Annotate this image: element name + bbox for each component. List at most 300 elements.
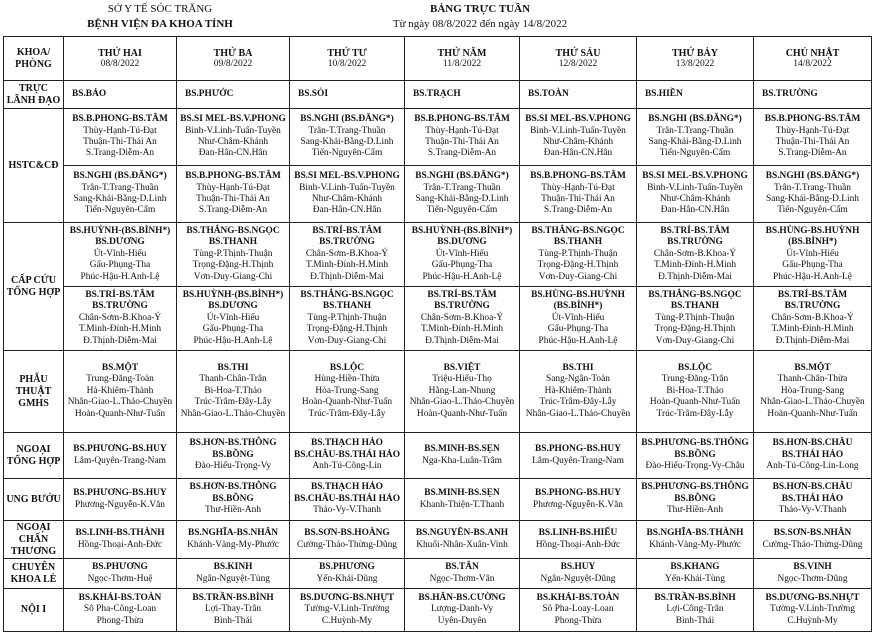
staff-names: Út-Vĩnh-Hiếu <box>435 248 489 259</box>
staff-names: Uyên-Duyên <box>437 615 487 626</box>
duty-cell <box>290 559 405 589</box>
doctor-names: (BS.BÌNH*) <box>553 301 603 312</box>
doctor-names: BS.THẮNG-BS.NGỌC <box>186 225 280 236</box>
doctor-names: BS.KINH <box>213 562 253 573</box>
day-header <box>637 37 754 81</box>
staff-names: Đan-Hân-CN.Hân <box>660 205 730 216</box>
duty-cell <box>290 81 405 109</box>
staff-names: Phúc-Hậu-H.Anh-Lệ <box>193 335 273 346</box>
staff-names: Tiến-Nguyên-Cẩm <box>311 148 383 159</box>
doctor-names: BS.DƯƠNG <box>95 237 145 248</box>
staff-names: Đ.Thịnh-Diễm-Mai <box>658 271 732 282</box>
duty-cell <box>64 479 177 521</box>
day-name: THỨ BA <box>213 47 253 59</box>
staff-names: Chân-Sơm-B.Khoa-Ý <box>420 312 504 323</box>
doctor-names: BS.TRƯỜNG <box>319 237 375 248</box>
duty-cell <box>64 166 177 223</box>
duty-cell <box>520 287 637 351</box>
staff-names: Sang-Khải-Bằng-D.Linh <box>766 194 859 204</box>
doctor-names: BS.CHÂU-BS.THÁI HẢO <box>293 493 400 504</box>
department-cell <box>4 479 64 521</box>
staff-names: Gấu-Phụng-Tha <box>782 260 843 271</box>
staff-names: Ngân-Nguyệt-Dũng <box>540 573 616 584</box>
department-name: CHẤN <box>18 533 49 545</box>
table-row <box>4 287 872 351</box>
doctor-names: BS.TRẦN-BS.BÌNH <box>192 592 274 603</box>
day-name: THỨ NĂM <box>437 47 487 59</box>
table-row <box>4 351 872 433</box>
staff-names: Đ.Thịnh-Diễm-Mai <box>775 335 850 346</box>
duty-cell <box>405 479 520 521</box>
day-header <box>290 37 405 81</box>
staff-names: Lâm-Quyên-Trang-Nam <box>532 455 624 466</box>
doctor-names: BS.CHÂU-BS.THÁI HẢO <box>293 449 400 460</box>
duty-cell <box>637 433 754 479</box>
day-date: 12/8/2022 <box>558 58 598 69</box>
doctor-names: BS.KHANG <box>670 562 720 573</box>
duty-cell <box>754 351 872 433</box>
department-name: HSTC&CĐ <box>8 159 59 171</box>
staff-names: Chân-Sơm-B.Khoa-Ý <box>78 312 162 323</box>
doctor-names: BS.NGHI (BS.ĐĂNG*) <box>73 171 167 182</box>
duty-cell <box>520 109 637 166</box>
staff-names: Vơn-Duy-Giang-Chi <box>193 271 273 282</box>
duty-cell <box>290 589 405 632</box>
duty-cell <box>64 559 177 589</box>
staff-names: Phúc-Hậu-H.Anh-Lệ <box>773 271 852 282</box>
staff-names: Thảo-Vy-V.Thanh <box>313 505 381 516</box>
staff-names: Khánh-Vàng-My-Phước <box>649 539 741 550</box>
doctor-names: BS.B.PHONG-BS.TÂM <box>764 114 861 125</box>
duty-cell <box>64 109 177 166</box>
staff-names: Phương-Nguyễn-K.Văn <box>75 499 165 510</box>
doctor-names: BS.DƯƠNG <box>208 301 258 312</box>
doctor-names: BS.KHẢI-BS.TOÀN <box>536 592 620 603</box>
staff-names: Chân-Sơm-B.Khoa-Ý <box>771 312 854 323</box>
day-header <box>520 37 637 81</box>
duty-cell <box>290 223 405 287</box>
corner-cell <box>4 37 64 81</box>
staff-names: Gấu-Phụng-Tha <box>431 260 493 271</box>
staff-names: S.Trang-Diễm-An <box>778 148 847 159</box>
department-cell <box>4 109 64 223</box>
doctor-names: BS.MINH-BS.SẸN <box>424 488 500 499</box>
duty-cell <box>520 351 637 433</box>
table-row <box>4 81 872 109</box>
duty-cell <box>177 559 290 589</box>
staff-names: Bình-V.Linh-Tuấn-Tuyền <box>185 125 281 136</box>
staff-names: Phúc-Hậu-H.Anh-Lệ <box>422 271 502 282</box>
duty-cell <box>637 166 754 223</box>
duty-cell <box>520 81 637 109</box>
staff-names: Ngọc-Thơm-Huệ <box>87 573 153 584</box>
doctor-names: BS.SỎI <box>298 88 328 99</box>
doctor-names: BS.TRƯỜNG <box>667 237 723 248</box>
staff-names: Đ.Thịnh-Diễm-Mai <box>425 335 499 346</box>
table-row <box>4 479 872 521</box>
staff-names: Sang-Ngân-Toàn <box>546 374 610 385</box>
title-block <box>360 2 600 32</box>
staff-names: Thùy-Hạnh-Tú-Đạt <box>83 125 157 136</box>
staff-names: Tiến-Nguyên-Cẩm <box>426 205 498 216</box>
staff-names: Hòa-Trung-Sang <box>315 385 379 396</box>
doctor-names: BS.SI MEL-BS.V.PHONG <box>180 114 286 125</box>
doctor-names: BS.TRƯỜNG <box>92 301 148 312</box>
doctor-names: BS.MỘT <box>794 362 831 373</box>
doctor-names: BS.TRẦN-BS.BÌNH <box>654 592 736 603</box>
staff-names: Hằng-Lan-Nhung <box>428 385 496 396</box>
duty-cell <box>520 589 637 632</box>
department-cell <box>4 589 64 632</box>
staff-names: Hoàn-Quanh-Như-Tuấn <box>416 408 508 419</box>
day-header <box>177 37 290 81</box>
staff-names: Phong-Thừa <box>96 615 144 626</box>
doctor-names: BS.NGHĨA-BS.THÀNH <box>646 528 744 539</box>
staff-names: Cường-Thảo-Thừng-Dũng <box>762 539 863 550</box>
duty-cell <box>405 559 520 589</box>
staff-names: Bình-V.Linh-Tuấn-Tuyền <box>647 182 743 193</box>
duty-cell <box>637 589 754 632</box>
duty-cell <box>177 166 290 223</box>
staff-names: Đ.Thịnh-Diễm-Mai <box>83 335 157 346</box>
doctor-names: BS.HUỲNH-(BS.BÌNH*) <box>411 225 513 236</box>
duty-cell <box>637 521 754 559</box>
staff-names: Anh-Tú-Công-Lin-Long <box>766 461 859 472</box>
staff-names: Chân-Sơm-B.Khoa-Ý <box>653 248 737 259</box>
staff-names: Út-Vĩnh-Hiếu <box>551 312 605 323</box>
staff-names: Vơn-Duy-Giang-Chi <box>538 271 618 282</box>
doctor-names: BS.PHƯƠNG-BS.HUY <box>73 488 167 499</box>
department-name: GMHS <box>18 397 49 409</box>
doctor-names: BS.THANH <box>322 301 372 312</box>
duty-cell <box>290 287 405 351</box>
duty-cell <box>290 521 405 559</box>
doctor-names: BS.NGHĨA-BS.NHÂN <box>187 528 279 539</box>
duty-cell <box>64 589 177 632</box>
corner-label: PHÒNG <box>15 58 52 70</box>
staff-names: Chân-Sơm-B.Khoa-Ý <box>305 248 389 259</box>
doctor-names: BS.HUỲNH-(BS.BÌNH*) <box>182 289 284 300</box>
staff-names: Lâm-Quyên-Trang-Nam <box>74 455 166 466</box>
staff-names: C.Huỳnh-My <box>787 615 838 626</box>
doctor-names: BS.HƠN-BS.THÔNG <box>189 482 277 493</box>
doctor-names: BS.THÁI HẢO <box>781 449 844 460</box>
doctor-names: BS.THANH <box>553 237 603 248</box>
doctor-names: BS.TRÍ-BS.TÂM <box>85 289 155 300</box>
staff-names: Khánh-Vàng-My-Phước <box>187 539 279 550</box>
doctor-names: BS.NGHI (BS.ĐĂNG*) <box>415 171 509 182</box>
staff-names: Sang-Khải-Bằng-D.Linh <box>300 137 394 147</box>
duty-cell <box>177 351 290 433</box>
doctor-names: BS.PHƯƠNG-BS.HUY <box>73 444 167 455</box>
staff-names: Hồng-Thoại-Anh-Đức <box>535 539 621 550</box>
doctor-names: BS.HÙNG-BS.HUỲNH <box>531 289 625 300</box>
department-name: UNG BƯỚU <box>6 493 61 505</box>
staff-names: Hoàn-Quanh-Như-Tuấn <box>74 408 166 419</box>
doctor-names: BS.NGUYÊN-BS.ANH <box>415 528 509 539</box>
staff-names: Tùng-P.Thịnh-Thuận <box>538 248 618 259</box>
day-name: CHỦ NHẬT <box>785 47 840 59</box>
staff-names: Như-Châm-Khánh <box>197 137 269 147</box>
staff-names: Phong-Thừa <box>554 615 602 626</box>
staff-names: Sô Pha-Loay-Loan <box>542 604 614 615</box>
doctor-names: BS.B.PHONG-BS.TÂM <box>414 114 510 125</box>
staff-names: Trân-T.Trang-Thuần <box>423 182 501 193</box>
duty-schedule-table <box>3 36 872 632</box>
duty-cell <box>290 166 405 223</box>
staff-names: Tường-V.Linh-Trường <box>770 604 855 615</box>
duty-cell <box>520 433 637 479</box>
staff-names: Gấu-Phụng-Tha <box>89 260 151 271</box>
day-header <box>64 37 177 81</box>
table-row <box>4 166 872 223</box>
duty-cell <box>177 109 290 166</box>
doctor-names: BS.THẮNG-BS.NGỌC <box>300 289 394 300</box>
doctor-names: BS.BỒNG <box>212 449 254 460</box>
doctor-names: BS.THẠCH HẢO <box>311 482 383 493</box>
doctor-names: BS.DƯƠNG-BS.NHỰT <box>765 592 860 603</box>
doctor-names: BS.DƯƠNG-BS.NHỰT <box>299 592 395 603</box>
doctor-names: BS.BỒNG <box>674 449 716 460</box>
staff-names: Phương-Nguyễn-K.Văn <box>533 499 623 510</box>
doctor-names: BS.TRÍ-BS.TÂM <box>312 225 382 236</box>
day-date: 08/8/2022 <box>100 58 140 69</box>
doctor-names: BS.HÙNG-BS.HUỲNH <box>765 225 860 236</box>
staff-names: Hoàn-Quanh-Như-Tuấn <box>301 397 393 408</box>
date-range: Từ ngày 08/8/2022 đến ngày 14/8/2022 <box>392 18 568 30</box>
department-name: THUẬT <box>15 385 52 397</box>
staff-names: T.Minh-Đính-H.Minh <box>420 324 504 335</box>
staff-names: Trân-T.Trang-Thuần <box>81 182 159 193</box>
duty-cell <box>754 109 872 166</box>
duty-cell <box>64 521 177 559</box>
staff-names: S.Trang-Diễm-An <box>85 148 155 159</box>
table-row <box>4 559 872 589</box>
doctor-names: BS.LỘC <box>329 362 365 373</box>
duty-cell <box>405 109 520 166</box>
staff-names: S.Trang-Diễm-An <box>427 148 497 159</box>
duty-cell <box>177 287 290 351</box>
staff-names: Út-Vĩnh-Hiếu <box>206 312 260 323</box>
staff-names: Ngân-Nguyệt-Tùng <box>196 573 270 584</box>
staff-names: Thư-Hiền-Anh <box>666 505 724 516</box>
day-header <box>405 37 520 81</box>
duty-cell <box>405 223 520 287</box>
day-name: THỨ BẢY <box>671 47 719 59</box>
duty-cell <box>64 433 177 479</box>
staff-names: Như-Châm-Khánh <box>659 194 731 204</box>
staff-names: Gấu-Phụng-Tha <box>547 324 609 335</box>
day-date: 10/8/2022 <box>327 58 367 69</box>
duty-cell <box>637 287 754 351</box>
staff-names: Trân-T.Trang-Thuần <box>656 125 734 136</box>
doctor-names: BS.LINH-BS.THÀNH <box>75 528 165 539</box>
duty-cell <box>290 433 405 479</box>
doctor-names: BS.SI MEL-BS.V.PHONG <box>525 114 631 125</box>
duty-cell <box>290 479 405 521</box>
staff-names: Thanh-Chân-Trân <box>199 374 267 385</box>
duty-cell <box>177 589 290 632</box>
staff-names: Thuận-Thi-Thái An <box>775 137 850 147</box>
doctor-names: BS.BẢO <box>72 88 107 99</box>
duty-cell <box>64 351 177 433</box>
staff-names: Trúc-Trâm-Đây-Lẫy <box>539 397 617 408</box>
department-name: THƯƠNG <box>10 545 57 557</box>
staff-names: Đan-Hân-CN.Hân <box>198 148 268 159</box>
duty-cell <box>64 223 177 287</box>
doctor-names: BS.TRÍ-BS.TÂM <box>427 289 497 300</box>
department-cell <box>4 559 64 589</box>
staff-names: Trúc-Trâm-Đây-Lẫy <box>194 397 272 408</box>
staff-names: Như-Châm-Khánh <box>311 194 383 204</box>
staff-names: Thùy-Hạnh-Tú-Đạt <box>425 125 499 136</box>
doctor-names: BS.HUY <box>560 562 596 573</box>
duty-cell <box>637 109 754 166</box>
staff-names: Lượng-Danh-Vy <box>430 604 494 615</box>
staff-names: S.Trang-Diễm-An <box>543 205 613 216</box>
doctor-names: BS.PHƯƠNG-BS.THÔNG <box>641 438 749 449</box>
duty-cell <box>405 589 520 632</box>
staff-names: Thanh-Chân-Thừa <box>777 374 848 385</box>
staff-names: Đan-Hân-CN.Hân <box>312 205 382 216</box>
department-name: NGOẠI <box>16 521 51 533</box>
staff-names: Tiến-Nguyên-Cẩm <box>777 205 848 216</box>
duty-cell <box>754 287 872 351</box>
staff-names: Trọng-Đặng-H.Thịnh <box>192 260 274 271</box>
doctor-names: BS.THI <box>217 362 249 373</box>
doctor-names: BS.SI MEL-BS.V.PHONG <box>642 171 748 182</box>
duty-cell <box>754 589 872 632</box>
staff-names: Trọng-Đặng-H.Thịnh <box>654 324 736 335</box>
staff-names: Sang-Khải-Bằng-D.Linh <box>73 194 167 204</box>
day-date: 14/8/2022 <box>793 58 832 69</box>
staff-names: Nhân-Giao-L.Thảo-Chuyền <box>409 397 515 408</box>
staff-names: Anh-Tú-Công-Lin <box>312 461 382 472</box>
doctor-names: BS.SI MEL-BS.V.PHONG <box>294 171 400 182</box>
doctor-names: BS.NGHI (BS.ĐĂNG*) <box>648 114 742 125</box>
staff-names: Tùng-P.Thịnh-Thuận <box>655 312 735 323</box>
staff-names: T.Minh-Đính-H.Minh <box>771 324 854 335</box>
staff-names: Ngọc-Thơm-Vân <box>429 573 495 584</box>
staff-names: Lợi-Thay-Trân <box>204 604 262 615</box>
staff-names: Ngọc-Thơm-Dũng <box>777 573 848 584</box>
duty-cell <box>754 479 872 521</box>
staff-names: Trọng-Đặng-H.Thịnh <box>537 260 619 271</box>
duty-cell <box>177 479 290 521</box>
staff-names: Thuận-Thi-Thái An <box>83 137 157 147</box>
staff-names: Bi-Hoa-T.Thảo <box>666 385 724 396</box>
department-name: NỘI I <box>20 604 47 615</box>
staff-names: Tiến-Nguyên-Cẩm <box>659 148 731 159</box>
doctor-names: BS.LINH-BS.HIẾU <box>538 528 618 539</box>
doctor-names: BS.THẠCH HẢO <box>311 438 383 449</box>
day-header <box>754 37 872 81</box>
doctor-names: BS.VIỆT <box>443 362 481 373</box>
duty-cell <box>177 433 290 479</box>
duty-cell <box>177 223 290 287</box>
doctor-names: BS.KHẢI-BS.TOÀN <box>78 592 162 603</box>
duty-cell <box>405 433 520 479</box>
staff-names: Hà-Khiêm-Thành <box>544 385 612 396</box>
department-cell <box>4 351 64 433</box>
staff-names: Trọng-Đặng-H.Thịnh <box>306 324 388 335</box>
duty-cell <box>64 81 177 109</box>
staff-names: Yến-Khải-Tùng <box>665 573 725 584</box>
page-title: BẢNG TRỰC TUẦN <box>429 3 531 15</box>
doctor-names: BS.PHONG-BS.HUY <box>535 488 621 499</box>
staff-names: T.Minh-Đính-H.Minh <box>305 260 389 271</box>
staff-names: Thùy-Hạnh-Tú-Đạt <box>775 125 850 136</box>
staff-names: Sô Pha-Công-Loan <box>83 604 157 615</box>
staff-names: Đ.Thịnh-Diễm-Mai <box>310 271 384 282</box>
doctor-names: BS.PHƯƠNG-BS.THÔNG <box>641 482 749 493</box>
duty-cell <box>637 479 754 521</box>
staff-names: Tùng-P.Thịnh-Thuận <box>307 312 387 323</box>
table-row <box>4 223 872 287</box>
department-cell <box>4 223 64 351</box>
doctor-names: BS.MỘT <box>101 362 139 373</box>
duty-cell <box>405 351 520 433</box>
doctor-names: BS.VINH <box>793 562 832 573</box>
department-name: TRỰC <box>18 82 49 94</box>
staff-names: Sang-Khải-Bằng-D.Linh <box>415 194 509 204</box>
doctor-names: BS.THANH <box>670 301 720 312</box>
doctor-names: BS.HƠN-BS.THÔNG <box>189 438 277 449</box>
duty-cell <box>177 81 290 109</box>
doctor-names: BS.DƯƠNG <box>437 237 487 248</box>
staff-names: Hà-Khiêm-Thành <box>86 385 154 396</box>
doctor-names: BS.NGHI (BS.ĐĂNG*) <box>765 171 860 182</box>
department-cell <box>4 81 64 109</box>
duty-cell <box>405 166 520 223</box>
duty-cell <box>637 81 754 109</box>
duty-cell <box>754 166 872 223</box>
doctor-names: BS.TRÍ-BS.TÂM <box>660 225 730 236</box>
duty-cell <box>520 559 637 589</box>
doctor-names: BS.THANH <box>208 237 258 248</box>
header-row <box>4 37 872 81</box>
doctor-names: BS.TRƯỜNG <box>784 301 841 312</box>
doctor-names: BS.TOÀN <box>528 88 569 99</box>
staff-names: Hùng-Hiền-Thừa <box>314 374 380 385</box>
staff-names: Khanh-Thiện-T.Thanh <box>419 499 505 510</box>
doctor-names: BS.B.PHONG-BS.TÂM <box>530 171 626 182</box>
doctor-names: BS.BỒNG <box>212 493 254 504</box>
department-name: SỞ Y TẾ SÓC TRĂNG <box>107 3 213 15</box>
staff-names: Yến-Khải-Dũng <box>316 573 378 584</box>
staff-names: Phúc-Hậu-H.Anh-Lệ <box>80 271 160 282</box>
staff-names: Trung-Đăng-Trân <box>661 374 729 385</box>
duty-cell <box>405 81 520 109</box>
staff-names: Thùy-Hạnh-Tú-Đạt <box>196 182 270 193</box>
department-name: PHẪU <box>19 373 48 385</box>
doctor-names: BS.B.PHONG-BS.TÂM <box>185 171 281 182</box>
staff-names: Trân-T.Trang-Thuần <box>308 125 386 136</box>
doctor-names: BS.PHƯỚC <box>185 88 234 99</box>
staff-names: T.Minh-Đính-H.Minh <box>78 324 162 335</box>
doctor-names: BS.TRẠCH <box>413 88 461 99</box>
doctor-names: BS.HUỲNH-(BS.BÌNH*) <box>69 225 171 236</box>
duty-cell <box>405 287 520 351</box>
doctor-names: BS.THI <box>562 362 594 373</box>
duty-cell <box>177 521 290 559</box>
doctor-names: BS.HÂN-BS.CƯỜNG <box>418 592 506 603</box>
staff-names: Triệu-Hiếu-Thọ <box>432 374 492 385</box>
day-date: 11/8/2022 <box>442 58 482 69</box>
staff-names: Nhân-Giao-L.Thảo-Chuyền <box>760 397 865 408</box>
doctor-names: BS.LỘC <box>677 362 713 373</box>
duty-cell <box>754 81 872 109</box>
